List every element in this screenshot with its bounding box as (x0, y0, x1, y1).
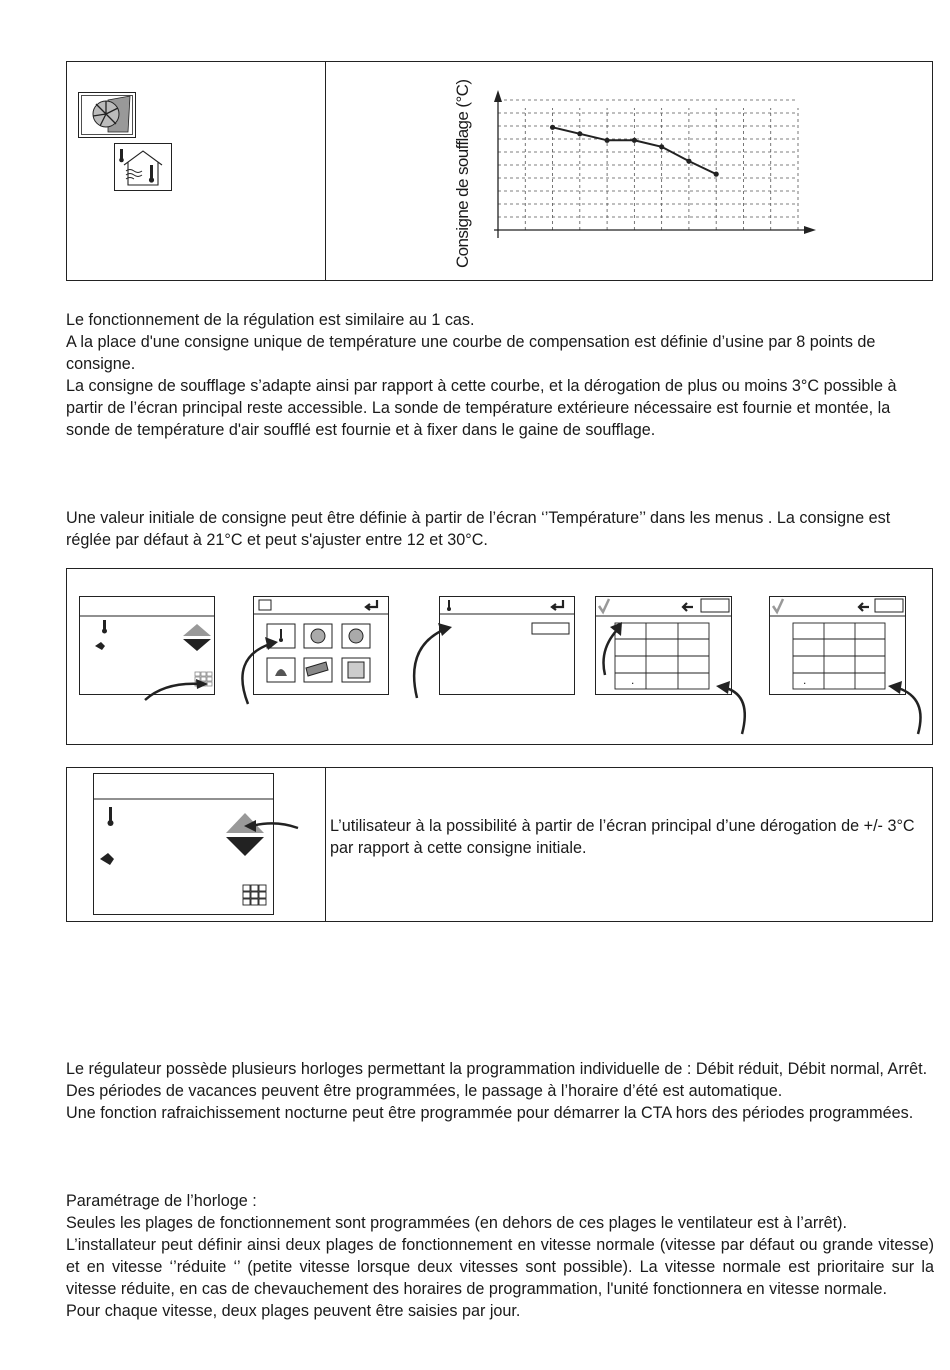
fan-icon (78, 92, 136, 138)
paragraph-line: Une fonction rafraichissement nocturne peut être programmée pour démarrer la CTA hors des périodes programmées. (66, 1104, 914, 1122)
derogation-description: L’utilisateur à la possibilité à partir de l’écran principal d’une dérogation de +/- 3°C par rapport à cette consigne initiale. (330, 817, 915, 857)
input-display (875, 599, 903, 612)
curve-point (659, 144, 664, 149)
paragraph-line: L’installateur peut définir ainsi deux plages de fonctionnement en vitesse normale (vitesse par défaut ou grande vitesse) et en vitesse ‘’réduite ‘’ (petite vitesse lorsque deux vitesses sont possible). La vitesse normale est prioritaire sur la vitesse réduite, en cas de chevauchement des horaires de programmation, l'unité fonctionnera en vitesse normale. (66, 1236, 934, 1298)
keypad-dot: . (631, 673, 635, 687)
regulation-description (66, 309, 934, 441)
panel-divider (325, 768, 326, 921)
panel-divider (325, 62, 326, 280)
curve-point (632, 138, 637, 143)
house-thermometer-icon (114, 143, 172, 191)
paragraph-line: A la place d'une consigne unique de température une courbe de compensation est définie d’usine par 8 points de consigne. (66, 333, 876, 373)
arrow-to-keypad (140, 676, 215, 706)
compensation-curve-chart (440, 90, 820, 250)
curve-point (550, 125, 555, 130)
arrow-to-temperature (230, 628, 290, 708)
arrow-enter-value (597, 620, 632, 680)
chart-y-axis-label: Consigne de soufflage (°C) (453, 79, 472, 268)
clock-description (66, 1058, 934, 1124)
curve-point (604, 138, 609, 143)
paragraph-line: Pour chaque vitesse, deux plages peuvent être saisies par jour. (66, 1302, 521, 1320)
y-axis-arrow (494, 90, 502, 102)
paragraph-line: Le régulateur possède plusieurs horloges permettant la programmation individuelle de : Débit réduit, Débit normal, Arrêt. (66, 1060, 928, 1078)
main-screen-large (93, 773, 275, 916)
paragraph-line: Seules les plages de fonctionnement sont programmées (en dehors de ces plages le ventilateur est à l’arrêt). (66, 1214, 848, 1232)
paragraph-line: Des périodes de vacances peuvent être programmées, le passage à l’horaire d’été est automatique. (66, 1082, 783, 1100)
keypad-dot: . (803, 673, 807, 687)
clock-settings-description (66, 1190, 934, 1322)
paragraph-line: Une valeur initiale de consigne peut être définie à partir de l’écran ‘’Température’’ dans les menus . La consigne est réglée par défaut à 21°C et peut s'ajuster entre 12 et 30°C. (66, 509, 891, 549)
input-display (701, 599, 729, 612)
paragraph-line: Le fonctionnement de la régulation est similaire au 1 cas. (66, 311, 475, 329)
paragraph-line: Paramétrage de l’horloge : (66, 1192, 257, 1210)
thermometer-icon (109, 807, 112, 821)
arrow-to-validate (712, 676, 752, 738)
x-axis-arrow (804, 226, 816, 234)
initial-setpoint-description (66, 507, 934, 551)
arrow-to-up-down (240, 818, 302, 838)
curve-point (714, 172, 719, 177)
paragraph-line: La consigne de soufflage s’adapte ainsi par rapport à cette courbe, et la dérogation de plus ou moins 3°C possible à partir de l’écran principal reste accessible. La sonde de température extérieure nécessaire est fournie et montée, la sonde de température d'air soufflé est fournie et à fixer dans le gaine de soufflage. (66, 377, 897, 439)
curve-point (577, 131, 582, 136)
arrow-to-setpoint (405, 618, 465, 703)
curve-point (686, 159, 691, 164)
setpoint-field (532, 623, 569, 634)
arrow-to-validate-2 (884, 676, 929, 738)
